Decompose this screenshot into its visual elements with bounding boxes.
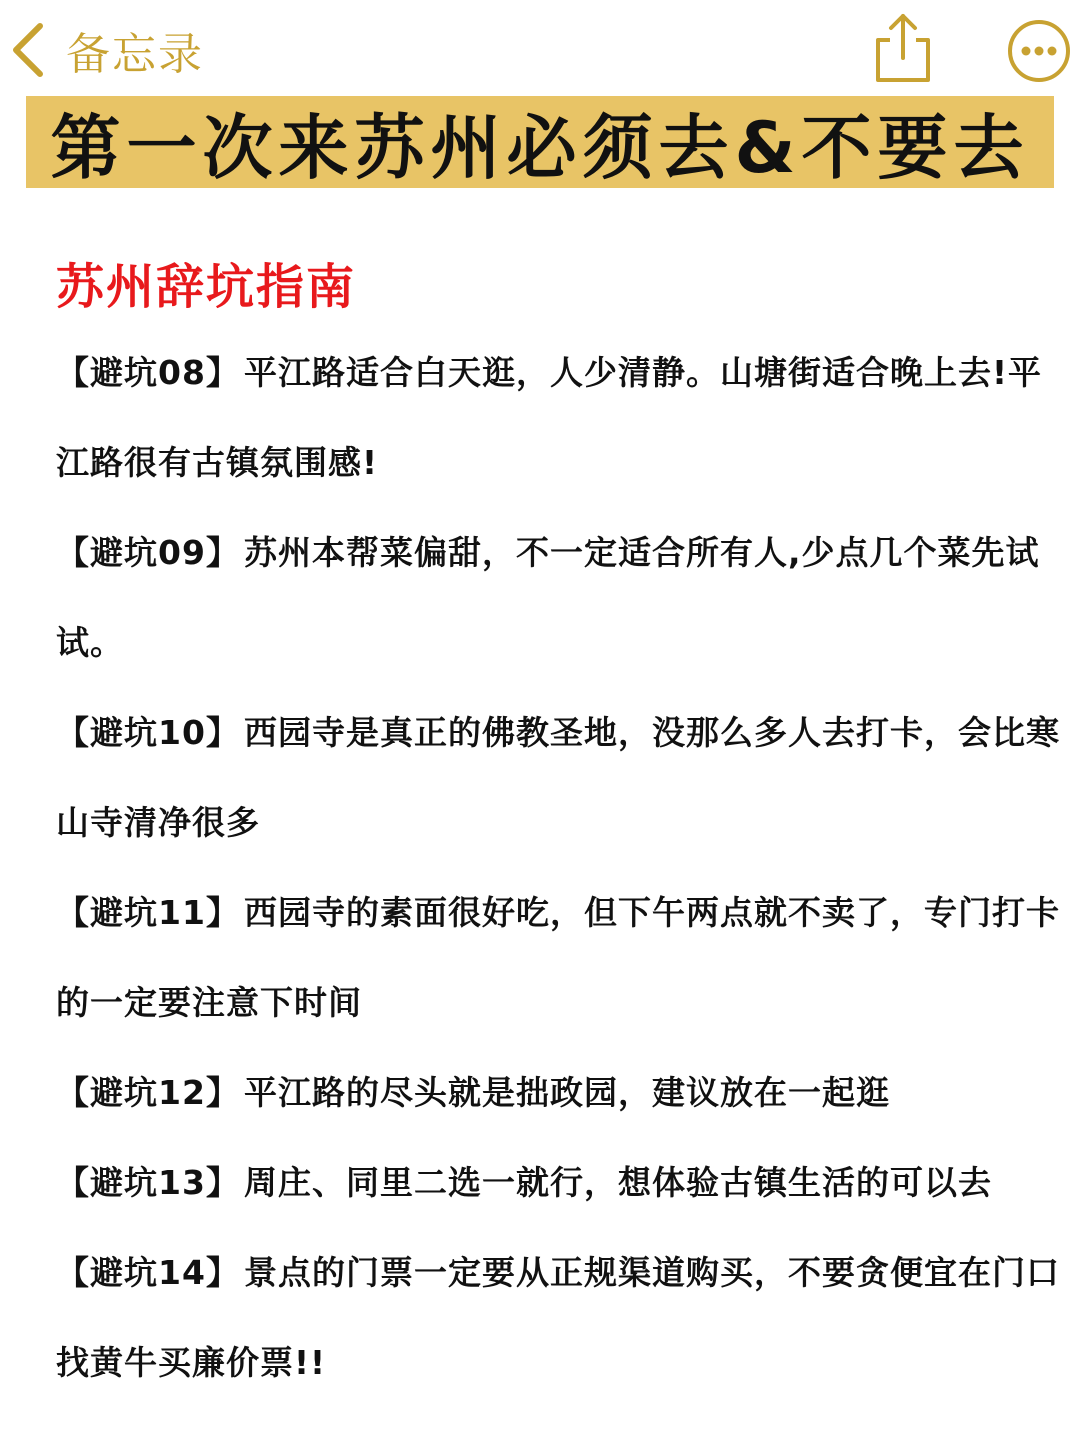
tip-item xyxy=(56,1228,1066,1408)
tip-text: 景点的门票一定要从正规渠道购买，不要贪便宜在门口找黄牛买廉价票!! xyxy=(56,1253,1060,1382)
back-button[interactable] xyxy=(8,18,204,82)
tip-text: 西园寺的素面很好吃，但下午两点就不卖了，专门打卡的一定要注意下时间 xyxy=(56,893,1060,1022)
tip-item xyxy=(56,868,1066,1048)
ellipsis-circle-icon xyxy=(1006,18,1072,84)
tip-tag: 【避坑08】 xyxy=(56,353,240,392)
tips-list xyxy=(56,328,1066,1408)
share-icon xyxy=(868,10,938,86)
tip-text: 西园寺是真正的佛教圣地，没那么多人去打卡，会比寒山寺清净很多 xyxy=(56,713,1060,842)
tip-item xyxy=(56,688,1066,868)
back-label: 备忘录 xyxy=(66,29,204,80)
title-banner xyxy=(26,96,1054,188)
tip-item xyxy=(56,328,1066,508)
section-heading: 苏州辞坑指南 xyxy=(56,259,357,315)
tip-item xyxy=(56,1138,1066,1228)
more-button[interactable] xyxy=(1006,18,1072,84)
tip-text: 平江路的尽头就是拙政园，建议放在一起逛 xyxy=(243,1073,890,1112)
tip-tag: 【避坑14】 xyxy=(56,1253,240,1292)
tip-item xyxy=(56,508,1066,688)
tip-tag: 【避坑09】 xyxy=(56,533,240,572)
tip-item xyxy=(56,1048,1066,1138)
tip-text: 平江路适合白天逛，人少清静。山塘街适合晚上去!平江路很有古镇氛围感! xyxy=(56,353,1042,482)
tip-text: 苏州本帮菜偏甜，不一定适合所有人,少点几个菜先试试。 xyxy=(56,533,1040,662)
tip-tag: 【避坑11】 xyxy=(56,893,240,932)
tip-text: 周庄、同里二选一就行，想体验古镇生活的可以去 xyxy=(243,1163,992,1202)
chevron-left-icon xyxy=(8,20,48,80)
tip-tag: 【避坑13】 xyxy=(56,1163,240,1202)
navigation-bar xyxy=(0,0,1080,100)
share-button[interactable] xyxy=(868,10,938,86)
tip-tag: 【避坑12】 xyxy=(56,1073,240,1112)
tip-tag: 【避坑10】 xyxy=(56,713,240,752)
page-title: 第一次来苏州必须去&不要去 xyxy=(50,106,1030,189)
